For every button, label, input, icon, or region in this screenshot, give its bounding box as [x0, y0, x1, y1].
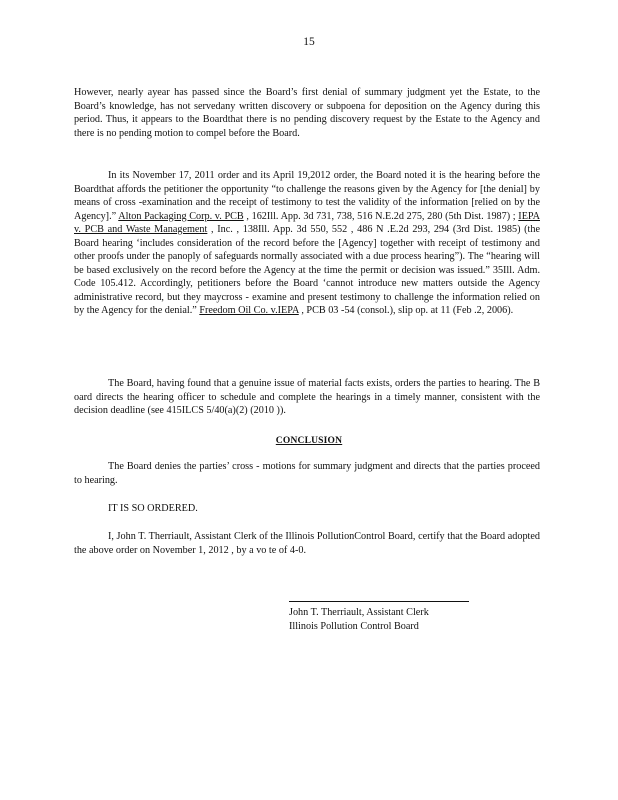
text-segment: In its November 17, 2011 order and its April 19,2012 order, the Board noted it is the hearing before the Boardthat affords the petitioner the opportunity “to challenge the reasons given by the Agency for [the denial] by means of cross -examination and the receipt of testimony to test the validity of the information [relied on by the Agency].”: [74, 170, 540, 222]
paragraph-order-hearing: [74, 377, 540, 418]
paragraph-hearing: [74, 169, 540, 318]
paragraph-text: IT IS SO ORDERED.: [108, 503, 198, 514]
paragraph-certification: [74, 530, 540, 557]
paragraph-text: [74, 169, 540, 318]
signature-block: [289, 606, 429, 633]
signature-line: [289, 601, 469, 602]
case-citation-iepa: IEPA v. PCB and Waste Management: [74, 210, 540, 235]
text-segment: , 162Ill. App. 3d 731, 738, 516 N.E.2d 275, 280 (5th Dist. 1987) ;: [243, 210, 519, 222]
text-segment: , Inc. , 138Ill. App. 3d 550, 552 , 486 N .E.2d 293, 294 (3rd Dist. 1985) (the Board hearing ‘includes consideration of the record before the [Agency] together with receipt of testimony and other proofs under the panoply of safeguards normally associated with a due process hearing”). The “hearing will be based exclusively on the record before the Agency at the time the permit or decision was issued.” 35Ill. Adm. Code 105.412. Accordingly, petitioners before the Board ‘cannot introduce new matters outside the Agency administrative record, but they maycross - examine and present testimony to challenge the information relied on by the Agency for the denial.”: [74, 224, 541, 316]
signatory-organization: Illinois Pollution Control Board: [289, 620, 419, 632]
heading-conclusion: CONCLUSION: [275, 436, 343, 446]
paragraph-text: I, John T. Therriault, Assistant Clerk of the Illinois PollutionControl Board, certify that the Board adopted the above order on November 1, 2012 , by a vo te of 4-0.: [74, 531, 540, 556]
paragraph-so-ordered: [74, 502, 540, 516]
text-segment: , PCB 03 -54 (consol.), slip op. at 11 (Feb .2, 2006).: [298, 305, 514, 316]
case-citation-alton: Alton Packaging Corp. v. PCB: [118, 210, 244, 222]
paragraph-discovery: [74, 86, 540, 140]
page-number: 15: [303, 36, 315, 48]
paragraph-text: The Board denies the parties’ cross - motions for summary judgment and directs that the parties proceed to hearing.: [74, 461, 540, 486]
paragraph-text: However, nearly ayear has passed since the Board’s first denial of summary judgment yet the Estate, to the Board’s knowledge, has not servedany written discovery or subpoena for deposition on the Agency during this period. Thus, it appears to the Boardthat there is no pending discovery request by the Estate to the Agency and there is no pending motion to compel before the Board.: [74, 87, 540, 139]
section-heading: [0, 436, 618, 446]
case-citation-freedom-oil: Freedom Oil Co. v.IEPA: [199, 305, 299, 316]
signatory-name: John T. Therriault, Assistant Clerk: [289, 607, 429, 618]
paragraph-conclusion: [74, 460, 540, 487]
paragraph-text: The Board, having found that a genuine issue of material facts exists, orders the parties to hearing. The B oard directs the hearing officer to schedule and complete the hearings in a timely manner, consistent with the decision deadline (see 415ILCS 5/40(a)(2) (2010 )).: [74, 378, 540, 416]
